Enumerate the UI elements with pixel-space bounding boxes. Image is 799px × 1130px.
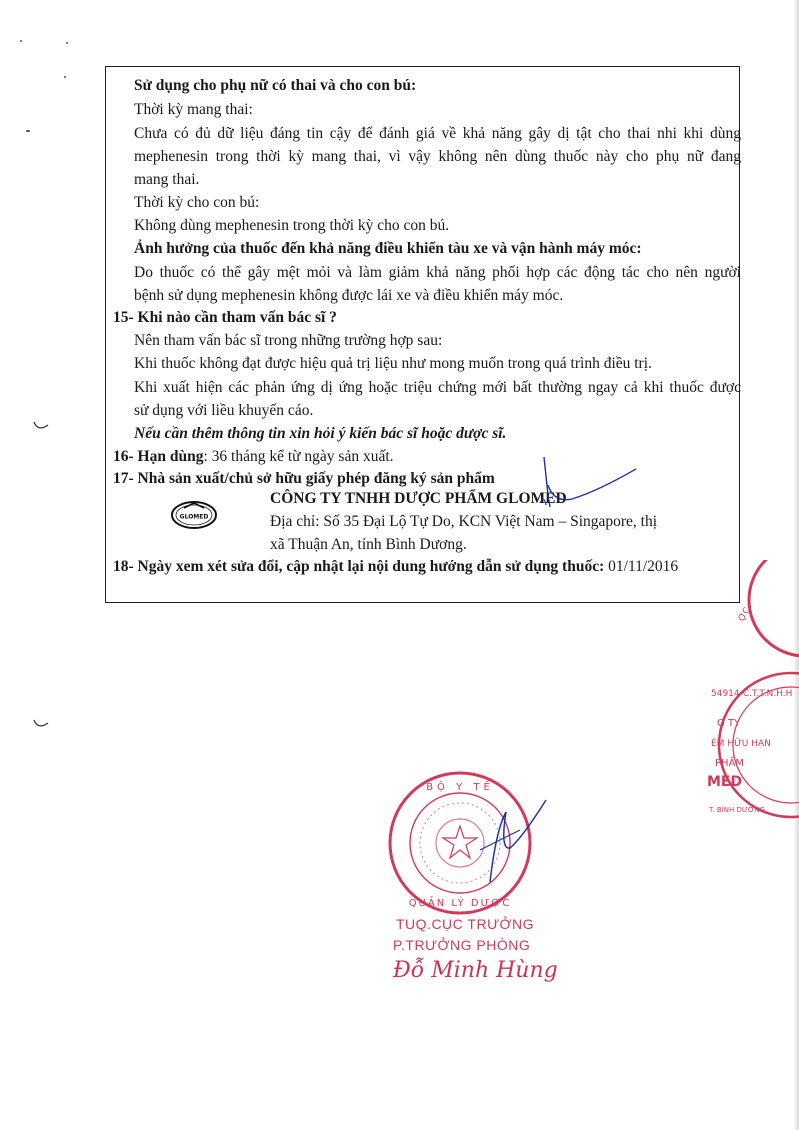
section-17-heading: 17- Nhà sản xuất/chủ sở hữu giấy phép đăng ký sản phẩm — [113, 470, 495, 487]
svg-text:ÉM HỮU HẠN: ÉM HỮU HẠN — [711, 739, 771, 749]
svg-text:ỢC: ỢC — [736, 605, 753, 624]
speck — [20, 40, 22, 42]
signatory-name: Đỗ Minh Hùng — [393, 958, 558, 983]
svg-text:QUẢN LÝ DƯỢC: QUẢN LÝ DƯỢC — [408, 898, 512, 909]
advice-note: Nếu cần thêm thông tin xin hỏi ý kiến bác sĩ hoặc dược sĩ. — [134, 425, 507, 442]
text-line: Thời kỳ cho con bú: — [134, 194, 260, 211]
text-line: mang thai. — [134, 171, 200, 188]
section-15-heading: 15- Khi nào cần tham vấn bác sĩ ? — [113, 309, 337, 326]
text-line: Khi thuốc không đạt được hiệu quả trị liệu như mong muốn trong quá trình điều trị. — [134, 355, 652, 372]
glomed-logo — [170, 500, 218, 530]
heading-pregnancy: Sử dụng cho phụ nữ có thai và cho con bú: — [134, 77, 417, 94]
check-mark-icon — [33, 420, 49, 432]
text-line: bệnh sử dụng mephenesin không được lái xe và điều khiển máy móc. — [134, 287, 564, 304]
company-address: xã Thuận An, tỉnh Bình Dương. — [270, 536, 467, 553]
svg-text:PHẨM: PHẨM — [715, 758, 745, 769]
signatory-title: P.TRƯỞNG PHÒNG — [393, 937, 531, 953]
text-line: Chưa có đủ dữ liệu đáng tin cậy để đánh giá về khả năng gây dị tật cho thai nhi khi dùng — [134, 125, 741, 142]
section-16-shelf-life: 16- Hạn dùng: 36 tháng kể từ ngày sản xuất. — [113, 448, 394, 465]
svg-text:54914-C.T.T.N.H.H: 54914-C.T.T.N.H.H — [711, 689, 793, 699]
text-line: sử dụng với liều khuyến cáo. — [134, 402, 314, 419]
text-line: Nên tham vấn bác sĩ trong những trường hợp sau: — [134, 332, 443, 349]
company-stamp — [695, 670, 799, 820]
signatory-title: TUQ.CỤC TRƯỞNG — [396, 916, 535, 932]
text-line: Do thuốc có thể gây mệt mỏi và làm giảm khả năng phối hợp các động tác cho nên người — [134, 264, 741, 281]
partial-stamp — [735, 560, 799, 660]
svg-text:MED: MED — [707, 774, 743, 790]
svg-text:BỘ Y TẾ: BỘ Y TẾ — [426, 782, 494, 793]
svg-text:G TY: G TY — [717, 718, 741, 729]
text-line: Không dùng mephenesin trong thời kỳ cho con bú. — [134, 217, 450, 234]
signature-mark — [510, 455, 640, 525]
speck — [64, 76, 66, 78]
check-mark-icon — [33, 718, 49, 730]
speck — [66, 42, 68, 44]
signature-mark — [450, 790, 550, 890]
text-line: Thời kỳ mang thai: — [134, 101, 253, 118]
text-line: mephenesin trong thời kỳ mang thai, vì vậy không nên dùng thuốc này cho phụ nữ đang — [134, 148, 741, 165]
svg-text:GLOMED: GLOMED — [179, 513, 209, 521]
svg-text:T. BÌNH DƯƠNG: T. BÌNH DƯƠNG — [709, 806, 765, 814]
speck — [26, 130, 30, 132]
heading-driving: Ảnh hưởng của thuốc đến khả năng điều khiển tàu xe và vận hành máy móc: — [134, 240, 642, 257]
company-name: CÔNG TY TNHH DƯỢC PHẨM GLOMED — [270, 490, 567, 507]
section-18-revision-date: 18- Ngày xem xét sửa đổi, cập nhật lại nội dung hướng dẫn sử dụng thuốc: 01/11/2016 — [113, 558, 679, 575]
company-address: Địa chỉ: Số 35 Đại Lộ Tự Do, KCN Việt Nam – Singapore, thị — [270, 513, 658, 530]
text-line: Khi xuất hiện các phản ứng dị ứng hoặc triệu chứng mới bất thường ngay cả khi thuốc được — [134, 379, 741, 396]
